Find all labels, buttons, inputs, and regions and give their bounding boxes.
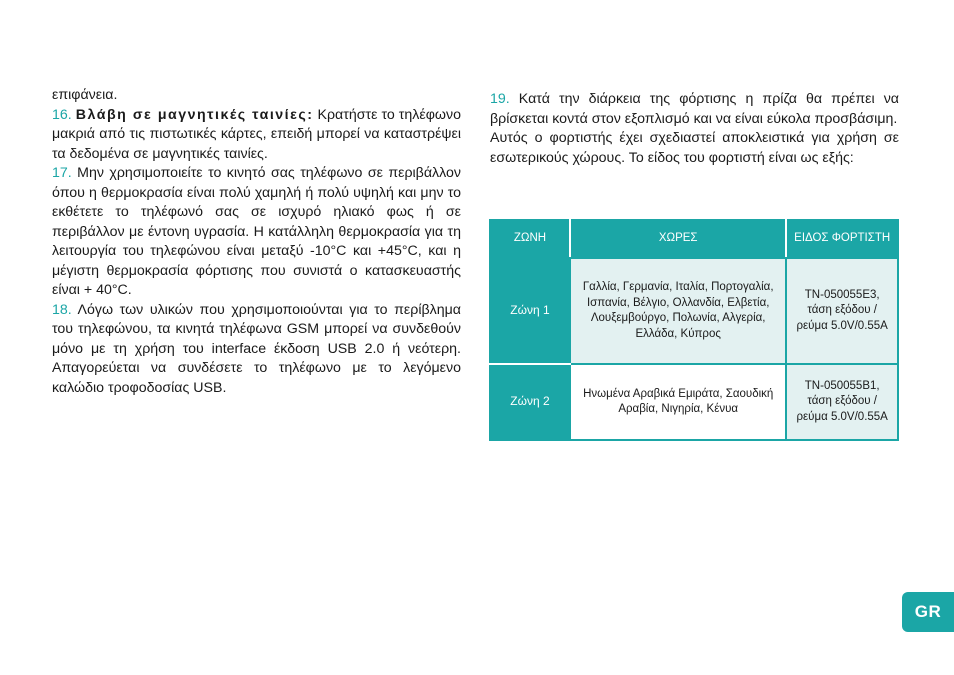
header-zone: ΖΩΝΗ — [490, 220, 570, 258]
right-column — [490, 86, 899, 168]
item-number-19: 19. — [490, 91, 510, 107]
countries-cell: Γαλλία, Γερμανία, Ιταλία, Πορτογαλία, Ισπανία, Βέλγιο, Ολλανδία, Ελβετία, Λουξεμβούργο, Πολωνία, Αλγερία, Ελλάδα, Κύπρος — [570, 258, 786, 364]
left-column — [52, 86, 461, 398]
header-countries: ΧΩΡΕΣ — [570, 220, 786, 258]
language-badge: GR — [902, 592, 954, 632]
charger-table — [489, 219, 899, 441]
item-text-19: Κατά την διάρκεια της φόρτισης η πρίζα θα πρέπει να βρίσκεται κοντά στον εξοπλισμό και να είναι εύκολα προσβάσιμη. — [490, 91, 899, 127]
item-title-16: Βλάβη σε μαγνητικές ταινίες: — [75, 106, 314, 123]
charger-cell: TN-050055B1, τάση εξόδου / ρεύμα 5.0V/0.55A — [786, 364, 898, 440]
countries-cell: Ηνωμένα Αραβικά Εμιράτα, Σαουδική Αραβία, Νιγηρία, Κένυα — [570, 364, 786, 440]
item-text-17: Μην χρησιμοποιείτε το κινητό σας τηλέφωνο σε περιβάλλον όπου η θερμοκρασία είναι πολύ χαμηλή ή πολύ υψηλή και μην το εκθέτετε το τηλέφωνό σας σε ισχυρό ηλιακό φως ή σε περιβάλλον με έντονη υγρασία. Η κατάλληλη θερμοκρασία για τη λειτουργία του τηλεφώνου είναι μεταξύ -10°C και +45°C, και η μέγιστη θερμοκρασία φόρτισης που συνιστά ο κατασκευαστής είναι + 40°C. — [52, 165, 461, 298]
item-number-17: 17. — [52, 165, 72, 181]
item-text-16: Κρατήστε το τηλέφωνο μακριά από τις πιστωτικές κάρτες, επειδή μπορεί να καταστρέψει τα δεδομένα σε μαγνητικές ταινίες. — [52, 106, 461, 162]
header-charger-type: ΕΙΔΟΣ ΦΟΡΤΙΣΤΗ — [786, 220, 898, 258]
item-text-18: Λόγω των υλικών που χρησιμοποιούνται για το περίβλημα του τηλεφώνου, τα κινητά τηλέφωνα GSM μπορεί να συνδεθούν μόνο με τη χρήση του interface έκδοση USB 2.0 ή νεότερη. Απαγορεύεται να συνδέσετε το τηλέφωνο με το λεγόμενο καλώδιο τροφοδοσίας USB. — [52, 301, 461, 396]
paragraph-16 — [52, 106, 461, 165]
paragraph-intro: επιφάνεια. — [52, 87, 118, 103]
zone-cell: Ζώνη 2 — [490, 364, 570, 440]
paragraph-19 — [490, 90, 899, 129]
table-row — [490, 258, 898, 364]
paragraph-charger-info: Αυτός ο φορτιστής έχει σχεδιαστεί αποκλειστικά για χρήση σε εσωτερικούς χώρους. Το είδος του φορτιστή είναι ως εξής: — [490, 130, 899, 166]
table-row — [490, 364, 898, 440]
item-number-16: 16. — [52, 106, 72, 123]
item-number-18: 18. — [52, 301, 72, 318]
table-header-row — [490, 220, 898, 258]
paragraph-18 — [52, 301, 461, 399]
charger-cell: TN-050055E3, τάση εξόδου / ρεύμα 5.0V/0.55A — [786, 258, 898, 364]
paragraph-17 — [52, 164, 461, 301]
zone-cell: Ζώνη 1 — [490, 258, 570, 364]
